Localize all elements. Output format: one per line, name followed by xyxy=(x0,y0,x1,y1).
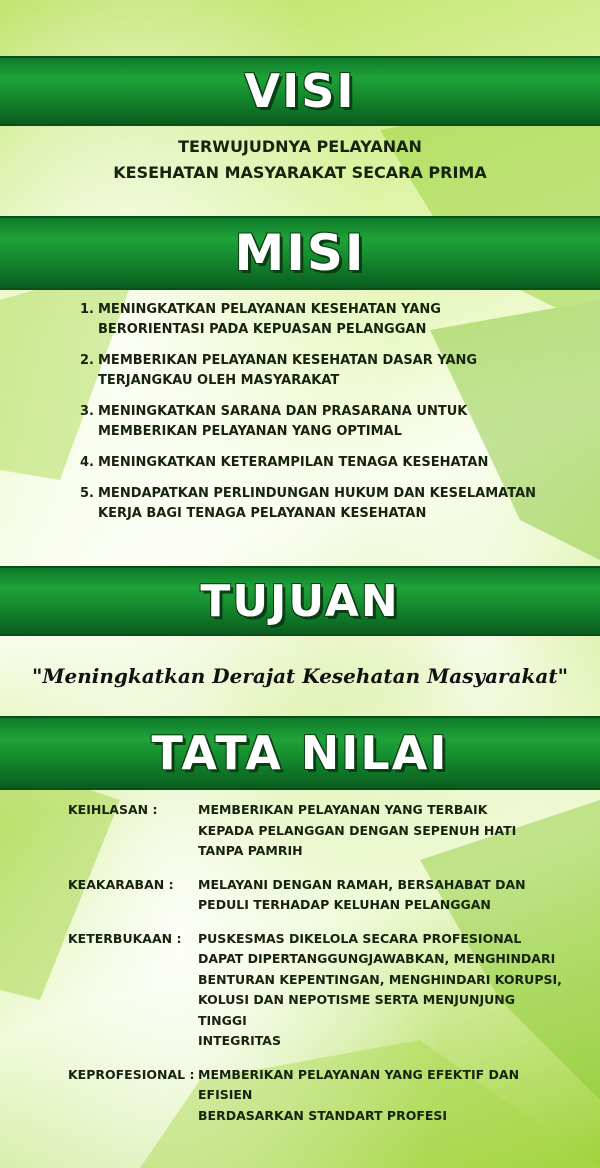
tata-nilai-heading: TATA NILAI xyxy=(151,726,449,780)
nilai-line: KOLUSI DAN NEPOTISME SERTA MENJUNJUNG TINGGI xyxy=(198,992,515,1028)
tujuan-banner xyxy=(0,566,600,636)
misi-item-text: MEMBERIKAN PELAYANAN KESEHATAN DASAR YANG TERJANGKAU OLEH MASYARAKAT xyxy=(98,353,478,388)
nilai-key: KEAKARABAN : xyxy=(68,876,174,892)
list-item xyxy=(68,929,568,1052)
nilai-value xyxy=(198,929,568,1052)
nilai-line: MELAYANI DENGAN RAMAH, BERSAHABAT DAN xyxy=(198,876,526,892)
nilai-line: BENTURAN KEPENTINGAN, MENGHINDARI KORUPSI, xyxy=(198,971,562,987)
misi-item-text: MENINGKATKAN KETERAMPILAN TENAGA KESEHATAN xyxy=(98,455,489,470)
nilai-line: MEMBERIKAN PELAYANAN YANG EFEKTIF DAN EFISIEN xyxy=(198,1066,520,1102)
misi-number: 5. xyxy=(80,486,94,501)
nilai-key: KEPROFESIONAL : xyxy=(68,1066,195,1082)
nilai-value xyxy=(198,875,568,916)
nilai-value xyxy=(198,1065,568,1127)
tujuan-statement: "Meningkatkan Derajat Kesehatan Masyarakat" xyxy=(31,664,569,688)
visi-line-1: TERWUJUDNYA PELAYANAN xyxy=(178,137,422,156)
list-item xyxy=(68,800,568,862)
misi-item-text: MENINGKATKAN PELAYANAN KESEHATAN YANG BERORIENTASI PADA KEPUASAN PELANGGAN xyxy=(98,302,441,337)
list-item xyxy=(80,484,550,524)
misi-item-text: MENINGKATKAN SARANA DAN PRASARANA UNTUK MEMBERIKAN PELAYANAN YANG OPTIMAL xyxy=(98,404,468,439)
visi-statement xyxy=(0,134,600,186)
misi-item-text: MENDAPATKAN PERLINDUNGAN HUKUM DAN KESELAMATAN KERJA BAGI TENAGA PELAYANAN KESEHATAN xyxy=(98,486,537,521)
nilai-key: KEIHLASAN : xyxy=(68,802,158,817)
misi-number: 3. xyxy=(80,404,94,419)
tata-nilai-banner xyxy=(0,716,600,790)
nilai-line: DAPAT DIPERTANGGUNGJAWABKAN, MENGHINDARI xyxy=(198,951,556,966)
nilai-line: KEPADA PELANGGAN DENGAN SEPENUH HATI xyxy=(198,822,517,838)
misi-number: 1. xyxy=(80,302,94,317)
misi-number: 4. xyxy=(80,455,94,470)
misi-heading: MISI xyxy=(234,224,366,282)
list-item xyxy=(80,300,550,340)
list-item xyxy=(80,351,550,391)
nilai-line: BERDASARKAN STANDART PROFESI xyxy=(198,1107,448,1123)
nilai-key: KETERBUKAAN : xyxy=(68,930,182,946)
nilai-line: INTEGRITAS xyxy=(198,1033,281,1048)
tata-nilai-list xyxy=(68,800,568,1139)
list-item xyxy=(68,875,568,916)
visi-line-2: KESEHATAN MASYARAKAT SECARA PRIMA xyxy=(113,163,487,182)
nilai-line: PUSKESMAS DIKELOLA SECARA PROFESIONAL xyxy=(198,930,522,946)
list-item xyxy=(80,402,550,442)
misi-list xyxy=(80,300,550,535)
visi-heading: VISI xyxy=(244,64,356,118)
nilai-value xyxy=(198,800,568,862)
nilai-line: MEMBERIKAN PELAYANAN YANG TERBAIK xyxy=(198,802,488,817)
nilai-line: TANPA PAMRIH xyxy=(198,843,303,858)
visi-banner xyxy=(0,56,600,126)
nilai-line: PEDULI TERHADAP KELUHAN PELANGGAN xyxy=(198,897,491,912)
misi-number: 2. xyxy=(80,353,94,368)
misi-banner xyxy=(0,216,600,290)
list-item xyxy=(68,1065,568,1127)
list-item xyxy=(80,453,550,473)
tujuan-heading: TUJUAN xyxy=(200,575,400,627)
